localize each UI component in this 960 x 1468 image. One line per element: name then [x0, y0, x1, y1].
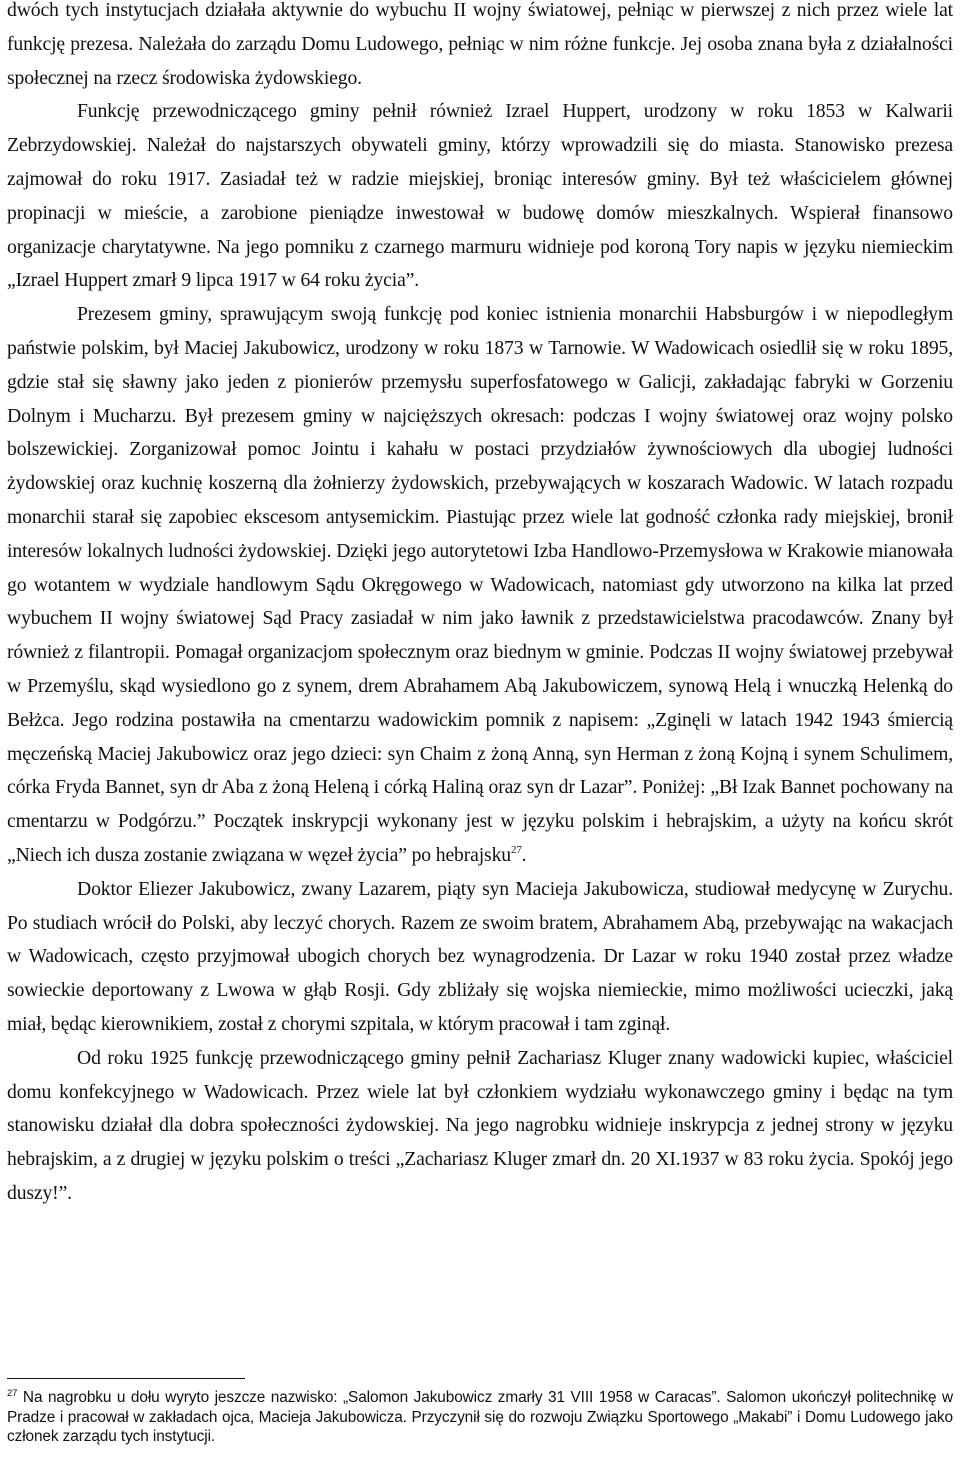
paragraph-jakubowicz: [7, 298, 953, 873]
footnote-area: [7, 1378, 953, 1447]
paragraph-text: Prezesem gminy, sprawującym swoją funkcję pod koniec istnienia monarchii Habsburgów i w niepodległym państwie polskim, był Maciej Jakubowicz, urodzony w roku 1873 w Tarnowie. W Wadowicach osiedlił się w roku 1895, gdzie stał się sławny jako jeden z pionierów przemysłu superfosfatowego w Galicji, zakładając fabryki w Gorzeniu Dolnym i Mucharzu. Był prezesem gminy w najcięższych okresach: podczas I wojny światowej oraz wojny polsko bolszewickiej. Zorganizował pomoc Jointu i kahału w postaci przydziałów żywnościowych dla ubogiej ludności żydowskiej oraz kuchnię koszerną dla żołnierzy żydowskich, przebywających w koszarach Wadowic. W latach rozpadu monarchii starał się zapobiec ekscesom antysemickim. Piastując przez wiele lat godność członka rady miejskiej, bronił interesów lokalnych ludności żydowskiej. Dzięki jego autorytetowi Izba Handlowo-Przemysłowa w Krakowie mianowała go wotantem w wydziale handlowym Sądu Okręgowego w Wadowicach, natomiast gdy utworzono na kilka lat przed wybuchem II wojny światowej Sąd Pracy zasiadał w nim jako ławnik z przedstawicielstwa pracodawców. Znany był również z filantropii. Pomagał organizacjom społecznym oraz biednym w gminie. Podczas II wojny światowej przebywał w Przemyślu, skąd wysiedlono go z synem, drem Abrahamem Abą Jakubowiczem, synową Helą i wnuczką Helenką do Bełżca. Jego rodzina postawiła na cmentarzu wadowickim pomnik z napisem: „Zginęli w latach 1942 1943 śmiercią męczeńską Maciej Jakubowicz oraz jego dzieci: syn Chaim z żoną Anną, syn Herman z żoną Kojną i synem Schulimem, córka Fryda Bannet, syn dr Aba z żoną Heleną i córką Haliną oraz syn dr Lazar”. Poniżej: „Bł Izak Bannet pochowany na cmentarzu w Podgórzu.” Początek inskrypcji wykonany jest w języku polskim i hebrajskim, a użyty na końcu skrót „Niech ich dusza zostanie związana w węzeł życia” po hebrajsku: [7, 303, 953, 866]
paragraph-text: Od roku 1925 funkcję przewodniczącego gminy pełnił Zachariasz Kluger znany wadowicki kupiec, właściciel domu konfekcyjnego w Wadowicach. Przez wiele lat był członkiem wydziału wykonawczego gminy i będąc na tym stanowisku działał dla dobra społeczności żydowskiej. Na jego nagrobku widnieje inskrypcja z jednej strony w języku hebrajskim, a z drugiej w języku polskim o treści „Zachariasz Kluger zmarł dn. 20 XI.1937 w 83 roku życia. Spokój jego duszy!”.: [7, 1046, 953, 1204]
paragraph-tail: .: [521, 843, 527, 866]
paragraph-kluger: [7, 1042, 953, 1211]
footnote-reference[interactable]: 27: [510, 843, 522, 856]
paragraph-eliezer: [7, 873, 953, 1042]
paragraph-text: Doktor Eliezer Jakubowicz, zwany Lazarem, piąty syn Macieja Jakubowicza, studiował medycynę w Zurychu. Po studiach wrócił do Polski, aby leczyć chorych. Razem ze swoim bratem, Abrahamem Abą, przebywając na wakacjach w Wadowicach, często przyjmował ubogich chorych bez wynagrodzenia. Dr Lazar w roku 1940 został przez władze sowieckie deportowany z Lwowa w głąb Rosji. Gdy zbliżały się wojska niemieckie, mimo możliwości ucieczki, jaką miał, będąc kierownikiem, został z chorymi szpitala, w którym pracował i tam zginął.: [7, 877, 953, 1035]
body-text: [7, 0, 953, 1211]
footnote-text: Na nagrobku u dołu wyryto jeszcze nazwisko: „Salomon Jakubowicz zmarły 31 VIII 1958 w Caracas”. Salomon ukończył politechnikę w Pradze i pracował w zakładach ojca, Macieja Jakubowicza. Przyczynił się do rozwoju Związku Sportowego „Makabi” i Domu Ludowego jako członek zarządu tych instytucji.: [7, 1389, 953, 1446]
paragraph-text: dwóch tych instytucjach działała aktywnie do wybuchu II wojny światowej, pełniąc w pierwszej z nich przez wiele lat funkcję prezesa. Należała do zarządu Domu Ludowego, pełniąc w nim różne funkcje. Jej osoba znana była z działalności społecznej na rzecz środowiska żydowskiego.: [7, 0, 953, 89]
paragraph-huppert: [7, 95, 953, 298]
paragraph-text: Funkcję przewodniczącego gminy pełnił również Izrael Huppert, urodzony w roku 1853 w Kalwarii Zebrzydowskiej. Należał do najstarszych obywateli gminy, którzy wprowadzili się do miasta. Stanowisko prezesa zajmował do roku 1917. Zasiadał też w radzie miejskiej, broniąc interesów gminy. Był też właścicielem głównej propinacji w mieście, a zarobione pieniądze inwestował w budowę domów mieszkalnych. Wspierał finansowo organizacje charytatywne. Na jego pomniku z czarnego marmuru widnieje pod koroną Tory napis w języku niemieckim „Izrael Huppert zmarł 9 lipca 1917 w 64 roku życia”.: [7, 100, 953, 292]
footnote-number: 27: [7, 1388, 18, 1399]
paragraph-continuation: [7, 0, 953, 95]
footnote-separator: [7, 1378, 245, 1379]
document-page: [7, 0, 953, 1468]
footnote: [7, 1388, 953, 1447]
